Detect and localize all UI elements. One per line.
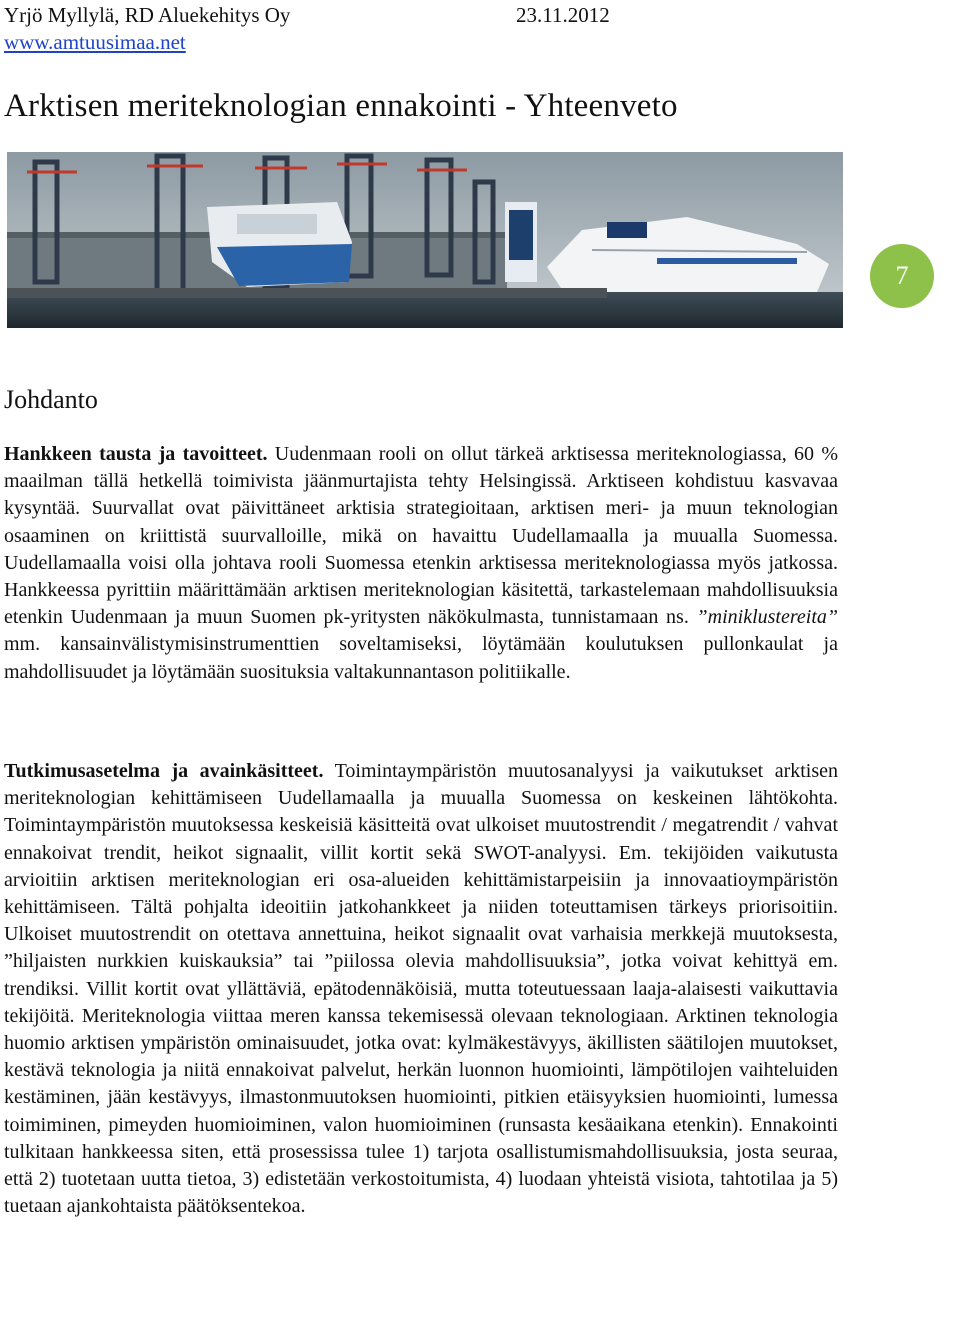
website-link[interactable]: www.amtuusimaa.net: [4, 30, 186, 54]
section-heading: Johdanto: [4, 385, 98, 414]
paragraph-text: Toimintaympäristön muutosanalyysi ja vaikutukset arktisen meriteknologian kehittämiseen Uudellamaalla ja muualla Suomessa on keskeinen lähtökohta. Toimintaympäristön muutoksessa keskeisiä käsitteitä ovat ulkoiset muutostrendit / megatrendit / vahvat ennakoivat trendit, heikot signaalit, villit kortit sekä SWOT-analyysi. Em. tekijöiden vaikutusta arvioitiin arktisen meriteknologian eri osa-alueiden kehittämistarpeisiin ja innovaatioympäristön kehittämiseen. Tältä pohjalta ideoitiin jatkohankkeet ja niiden toteuttamisen tärkeys priorisoitiin. Ulkoiset muutostrendit on otettava annettuina, heikot signaalit ovat varhaisia merkkejä muutoksesta, ”hiljaisten nurkkien kuiskauksia” tai ”piilossa olevia mahdollisuuksia”, jotka voivat kehittyä em. trendiksi. Villit kortit ovat yllättäviä, epätodennäköisiä, mutta toteutuessaan laaja-alaisesti vaikuttavia tekijöitä. Meriteknologia viittaa meren kanssa tekemisessä olevaan teknologiaan. Arktinen teknologia huomio arktisen ympäristön ominaisuudet, jotka ovat: kylmäkestävyys, äkillisten säätilojen muutokset, kestävä teknologia ja niitä ennakoivat palvelut, herkän luonnon huomiointi, lämpötilojen vaihteluiden kestäminen, jään kestävyys, ilmastonmuutoksen huomiointi, pitkien etäisyyksien huomiointi, lumessa toimiminen, pimeyden huomioiminen, valon huomioiminen (runsasta kesäaikana etenkin). Ennakointi tulkitaan hankkeessa siten, että prosessissa tulee 1) tarjota osallistumismahdollisuuksia, josta seuraa, että 2) tuotetaan uutta tietoa, 3) edistetään verkostoitumista, 4) luodaan yhteistä visiota, tahtotilaa ja 5) tuetaan ajankohtaista päätöksentekoa.: [4, 760, 839, 1218]
document-title: Arktisen meriteknologian ennakointi - Yhteenveto: [4, 88, 678, 124]
header-author: Yrjö Myllylä, RD Aluekehitys Oy: [4, 3, 291, 27]
paragraph-background: [4, 441, 838, 686]
paragraph-text-continued: mm. kansainvälistymisinstrumenttien soveltamiseksi, löytämään koulutuksen pullonkaulat ja mahdollisuudet ja löytämään suosituksia valtakunnantason politiikalle.: [4, 633, 838, 683]
paragraph-research-setup: [4, 758, 838, 1220]
paragraph-lead: Hankkeen tausta ja tavoitteet.: [4, 443, 268, 465]
paragraph-lead: Tutkimusasetelma ja avainkäsitteet.: [4, 760, 324, 782]
shipyard-photo: [7, 152, 843, 328]
paragraph-text: Uudenmaan rooli on ollut tärkeä arktisessa meriteknologiassa, 60 % maailman tällä hetkellä toimivista jäänmurtajista tehty Helsingissä. Arktiseen kohdistuu kasvavaa kysyntää. Suurvallat ovat päivittäneet arktisia strategioitaan, arktisen meri- ja muun teknologian osaaminen on kriittistä suurvalloille, mikä on havaittu Uudellamaalla ja muualla Suomessa. Uudellamaalla voisi olla johtava rooli Suomessa etenkin arktisessa meriteknologiassa myös jatkossa. Hankkeessa pyrittiin määrittämään arktisen meriteknologian käsitettä, tarkastelemaan mahdollisuuksia etenkin Uudenmaan ja muun Suomen pk-yritysten näkökulmasta, tunnistamaan ns.: [4, 443, 838, 629]
page-header: [4, 2, 610, 28]
page-number-badge: 7: [870, 244, 934, 308]
header-date: 23.11.2012: [516, 3, 610, 27]
paragraph-italic-term: ”miniklustereita”: [696, 606, 838, 629]
